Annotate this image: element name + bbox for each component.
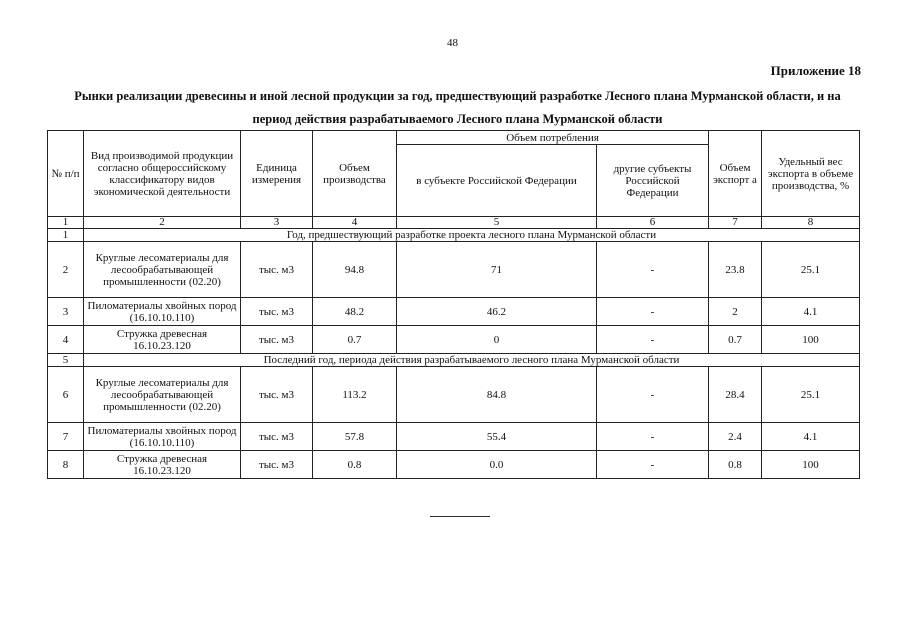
col-number: 3	[241, 217, 313, 229]
row-other-subjects: -	[597, 423, 709, 451]
header-product: Вид производимой продукции согласно общероссийскому классификатору видов экономической деятельности	[84, 131, 241, 217]
row-unit: тыс. м3	[241, 326, 313, 354]
row-other-subjects: -	[597, 242, 709, 298]
row-production: 94.8	[313, 242, 397, 298]
row-export-share: 100	[762, 326, 860, 354]
row-export: 2	[709, 298, 762, 326]
row-num: 6	[48, 367, 84, 423]
row-unit: тыс. м3	[241, 242, 313, 298]
title-line-2: период действия разрабатываемого Лесного плана Мурманской области	[252, 112, 663, 126]
row-in-subject: 84.8	[397, 367, 597, 423]
row-in-subject: 0.0	[397, 451, 597, 479]
row-other-subjects: -	[597, 298, 709, 326]
wood-markets-table	[47, 130, 860, 479]
row-production: 48.2	[313, 298, 397, 326]
row-in-subject: 55.4	[397, 423, 597, 451]
title-line-1: Рынки реализации древесины и иной лесной продукции за год, предшествующий разработке Лесного плана Мурманской области, и на	[74, 89, 841, 103]
appendix-label: Приложение 18	[770, 63, 861, 78]
header-export: Объем экспорт а	[709, 131, 762, 217]
row-in-subject: 71	[397, 242, 597, 298]
section-row	[48, 354, 860, 367]
row-other-subjects: -	[597, 367, 709, 423]
row-export: 28.4	[709, 367, 762, 423]
table-row	[48, 298, 860, 326]
footer-divider	[430, 516, 490, 517]
row-in-subject: 46.2	[397, 298, 597, 326]
header-num: № п/п	[48, 131, 84, 217]
col-number: 6	[597, 217, 709, 229]
table-row	[48, 367, 860, 423]
col-number: 2	[84, 217, 241, 229]
table-row	[48, 451, 860, 479]
row-export-share: 4.1	[762, 298, 860, 326]
row-in-subject: 0	[397, 326, 597, 354]
row-unit: тыс. м3	[241, 451, 313, 479]
col-number: 7	[709, 217, 762, 229]
row-unit: тыс. м3	[241, 367, 313, 423]
row-unit: тыс. м3	[241, 423, 313, 451]
row-export-share: 25.1	[762, 367, 860, 423]
column-number-row	[48, 217, 860, 229]
header-consumption: Объем потребления	[397, 131, 709, 145]
row-num: 3	[48, 298, 84, 326]
row-product: Пиломатериалы хвойных пород (16.10.10.110)	[84, 298, 241, 326]
table-row	[48, 326, 860, 354]
table-row	[48, 242, 860, 298]
row-export: 0.8	[709, 451, 762, 479]
row-product: Стружка древесная 16.10.23.120	[84, 326, 241, 354]
row-product: Круглые лесоматериалы для лесообрабатывающей промышленности (02.20)	[84, 242, 241, 298]
header-other-subjects: другие субъекты Российской Федерации	[597, 145, 709, 217]
row-num: 7	[48, 423, 84, 451]
col-number: 5	[397, 217, 597, 229]
section-label: Год, предшествующий разработке проекта лесного плана Мурманской области	[84, 229, 860, 242]
row-export-share: 25.1	[762, 242, 860, 298]
col-number: 4	[313, 217, 397, 229]
row-num: 2	[48, 242, 84, 298]
row-export-share: 100	[762, 451, 860, 479]
table-row	[48, 423, 860, 451]
row-export: 0.7	[709, 326, 762, 354]
section-row	[48, 229, 860, 242]
row-production: 0.8	[313, 451, 397, 479]
row-production: 0.7	[313, 326, 397, 354]
row-product: Стружка древесная 16.10.23.120	[84, 451, 241, 479]
page-number: 48	[447, 37, 458, 49]
header-in-subject: в субъекте Российской Федерации	[397, 145, 597, 217]
row-product: Пиломатериалы хвойных пород (16.10.10.110)	[84, 423, 241, 451]
row-export: 2.4	[709, 423, 762, 451]
row-num: 4	[48, 326, 84, 354]
section-label: Последний год, периода действия разрабатываемого лесного плана Мурманской области	[84, 354, 860, 367]
row-export: 23.8	[709, 242, 762, 298]
row-production: 57.8	[313, 423, 397, 451]
row-product: Круглые лесоматериалы для лесообрабатывающей промышленности (02.20)	[84, 367, 241, 423]
row-num: 8	[48, 451, 84, 479]
header-unit: Единица измерения	[241, 131, 313, 217]
row-production: 113.2	[313, 367, 397, 423]
section-num: 1	[48, 229, 84, 242]
col-number: 8	[762, 217, 860, 229]
row-other-subjects: -	[597, 326, 709, 354]
header-export-share: Удельный вес экспорта в объеме производства, %	[762, 131, 860, 217]
row-other-subjects: -	[597, 451, 709, 479]
row-export-share: 4.1	[762, 423, 860, 451]
document-title	[30, 85, 885, 131]
header-production: Объем производства	[313, 131, 397, 217]
row-unit: тыс. м3	[241, 298, 313, 326]
section-num: 5	[48, 354, 84, 367]
col-number: 1	[48, 217, 84, 229]
